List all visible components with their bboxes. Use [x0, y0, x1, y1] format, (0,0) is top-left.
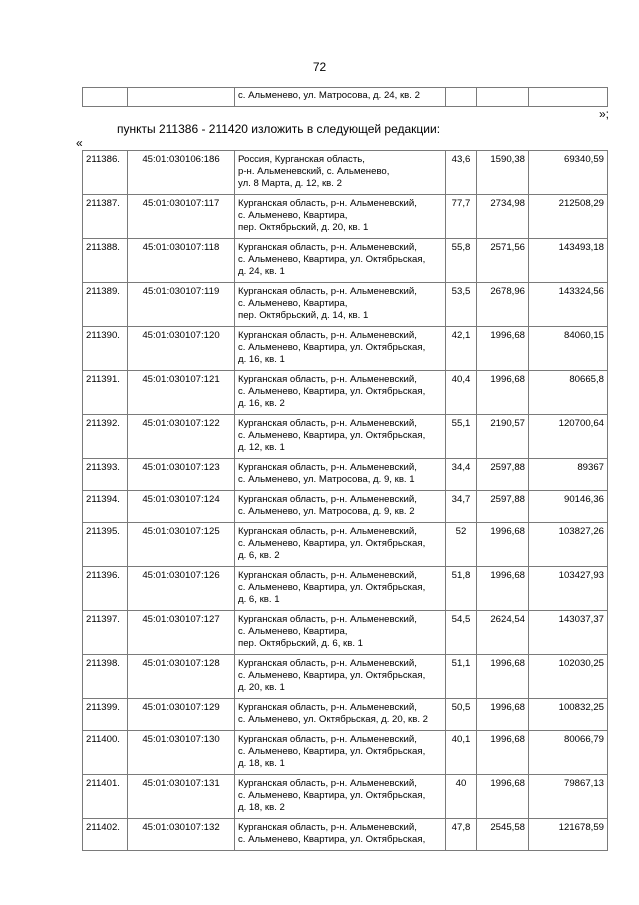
value-cell: 69340,59: [529, 151, 608, 195]
item-number-cell: 211389.: [83, 283, 128, 327]
rate-cell: 2571,56: [477, 239, 529, 283]
cadastral-number-cell: 45:01:030107:128: [128, 655, 235, 699]
item-number-cell: 211398.: [83, 655, 128, 699]
address-cell: Курганская область, р-н. Альменевский, с. Альменево, Квартира, пер. Октябрьский, д. 14, кв. 1: [235, 283, 446, 327]
cadastral-number-cell: 45:01:030107:117: [128, 195, 235, 239]
cadastral-number-cell: 45:01:030107:119: [128, 283, 235, 327]
item-number-cell: 211394.: [83, 491, 128, 523]
address-cell: Курганская область, р-н. Альменевский, с. Альменево, Квартира, ул. Октябрьская, д. 6, кв. 1: [235, 567, 446, 611]
address-cell: Курганская область, р-н. Альменевский, с. Альменево, Квартира, ул. Октябрьская, д. 16, кв. 2: [235, 371, 446, 415]
value-cell: 143493,18: [529, 239, 608, 283]
instruction-text: пункты 211386 - 211420 изложить в следующей редакции:: [117, 122, 441, 136]
value-cell: 120700,64: [529, 415, 608, 459]
value-cell: 80665,8: [529, 371, 608, 415]
address-cell: Курганская область, р-н. Альменевский, с. Альменево, Квартира, ул. Октябрьская, д. 16, кв. 1: [235, 327, 446, 371]
value-cell: 79867,13: [529, 775, 608, 819]
table-row: [83, 327, 608, 371]
value-cell: 80066,79: [529, 731, 608, 775]
area-cell: 54,5: [446, 611, 477, 655]
area-cell: 47,8: [446, 819, 477, 851]
area-cell: 40,4: [446, 371, 477, 415]
table-row: [83, 459, 608, 491]
opening-quote: «: [76, 136, 83, 150]
item-number-cell: 211399.: [83, 699, 128, 731]
cadastral-number-cell: 45:01:030107:118: [128, 239, 235, 283]
table-row: [83, 151, 608, 195]
rate-cell: 1996,68: [477, 327, 529, 371]
item-number-cell: 211392.: [83, 415, 128, 459]
area-cell: 55,1: [446, 415, 477, 459]
table-row: [83, 819, 608, 851]
item-number-cell: 211386.: [83, 151, 128, 195]
item-number-cell: 211388.: [83, 239, 128, 283]
item-number-cell: 211390.: [83, 327, 128, 371]
table-row: [83, 567, 608, 611]
item-number-cell: 211387.: [83, 195, 128, 239]
previous-table-fragment: [82, 87, 608, 107]
address-cell: Курганская область, р-н. Альменевский, с. Альменево, ул. Октябрьская, д. 20, кв. 2: [235, 699, 446, 731]
address-cell: Курганская область, р-н. Альменевский, с. Альменево, Квартира, ул. Октябрьская, д. 18, кв. 2: [235, 775, 446, 819]
value-cell: 103427,93: [529, 567, 608, 611]
area-cell: 40,1: [446, 731, 477, 775]
table-row: [83, 611, 608, 655]
table-row: [83, 731, 608, 775]
area-cell: 42,1: [446, 327, 477, 371]
table-row: [83, 699, 608, 731]
value-cell: 100832,25: [529, 699, 608, 731]
value-cell: 84060,15: [529, 327, 608, 371]
area-cell: 77,7: [446, 195, 477, 239]
rate-cell: 2597,88: [477, 459, 529, 491]
address-cell: Курганская область, р-н. Альменевский, с. Альменево, Квартира, ул. Октябрьская, д. 24, кв. 1: [235, 239, 446, 283]
table-row: [83, 239, 608, 283]
table-row: [83, 88, 608, 107]
address-cell: Россия, Курганская область, р-н. Альменевский, с. Альменево, ул. 8 Марта, д. 12, кв. 2: [235, 151, 446, 195]
cadastral-number-cell: 45:01:030107:125: [128, 523, 235, 567]
area-cell: 53,5: [446, 283, 477, 327]
table-cell: [83, 88, 128, 107]
cadastral-number-cell: 45:01:030107:123: [128, 459, 235, 491]
cadastral-number-cell: 45:01:030107:131: [128, 775, 235, 819]
table-row: [83, 283, 608, 327]
item-number-cell: 211400.: [83, 731, 128, 775]
item-number-cell: 211401.: [83, 775, 128, 819]
value-cell: 143324,56: [529, 283, 608, 327]
area-cell: 51,8: [446, 567, 477, 611]
rate-cell: 2624,54: [477, 611, 529, 655]
rate-cell: 2678,96: [477, 283, 529, 327]
table-row: [83, 655, 608, 699]
table-row: [83, 415, 608, 459]
rate-cell: 2734,98: [477, 195, 529, 239]
item-number-cell: 211396.: [83, 567, 128, 611]
cadastral-number-cell: 45:01:030107:120: [128, 327, 235, 371]
address-cell: Курганская область, р-н. Альменевский, с. Альменево, Квартира, ул. Октябрьская, д. 18, кв. 1: [235, 731, 446, 775]
address-cell: Курганская область, р-н. Альменевский, с. Альменево, Квартира, ул. Октябрьская,: [235, 819, 446, 851]
item-number-cell: 211391.: [83, 371, 128, 415]
table-row: [83, 523, 608, 567]
rate-cell: 1996,68: [477, 699, 529, 731]
address-cell: с. Альменево, ул. Матросова, д. 24, кв. 2: [235, 88, 446, 107]
property-table: [82, 150, 608, 851]
table-row: [83, 775, 608, 819]
area-cell: 50,5: [446, 699, 477, 731]
area-cell: 43,6: [446, 151, 477, 195]
cadastral-number-cell: 45:01:030107:126: [128, 567, 235, 611]
address-cell: Курганская область, р-н. Альменевский, с. Альменево, Квартира, ул. Октябрьская, д. 6, кв. 2: [235, 523, 446, 567]
table-cell: [446, 88, 477, 107]
table-row: [83, 195, 608, 239]
value-cell: 212508,29: [529, 195, 608, 239]
value-cell: 143037,37: [529, 611, 608, 655]
rate-cell: 1996,68: [477, 371, 529, 415]
cadastral-number-cell: 45:01:030107:132: [128, 819, 235, 851]
cadastral-number-cell: 45:01:030107:127: [128, 611, 235, 655]
cadastral-number-cell: 45:01:030106:186: [128, 151, 235, 195]
value-cell: 102030,25: [529, 655, 608, 699]
cadastral-number-cell: 45:01:030107:122: [128, 415, 235, 459]
cadastral-number-cell: 45:01:030107:129: [128, 699, 235, 731]
table-cell: [529, 88, 608, 107]
cadastral-number-cell: 45:01:030107:130: [128, 731, 235, 775]
value-cell: 121678,59: [529, 819, 608, 851]
page-number: 72: [312, 60, 327, 74]
address-cell: Курганская область, р-н. Альменевский, с. Альменево, ул. Матросова, д. 9, кв. 1: [235, 459, 446, 491]
rate-cell: 2597,88: [477, 491, 529, 523]
area-cell: 52: [446, 523, 477, 567]
closing-quote: »;: [598, 107, 609, 121]
value-cell: 103827,26: [529, 523, 608, 567]
cadastral-number-cell: 45:01:030107:121: [128, 371, 235, 415]
area-cell: 40: [446, 775, 477, 819]
address-cell: Курганская область, р-н. Альменевский, с. Альменево, ул. Матросова, д. 9, кв. 2: [235, 491, 446, 523]
value-cell: 90146,36: [529, 491, 608, 523]
area-cell: 34,4: [446, 459, 477, 491]
table-cell: [128, 88, 235, 107]
table-cell: [477, 88, 529, 107]
item-number-cell: 211393.: [83, 459, 128, 491]
address-cell: Курганская область, р-н. Альменевский, с. Альменево, Квартира, пер. Октябрьский, д. 20, кв. 1: [235, 195, 446, 239]
area-cell: 51,1: [446, 655, 477, 699]
table-row: [83, 371, 608, 415]
value-cell: 89367: [529, 459, 608, 491]
area-cell: 34,7: [446, 491, 477, 523]
cadastral-number-cell: 45:01:030107:124: [128, 491, 235, 523]
address-cell: Курганская область, р-н. Альменевский, с. Альменево, Квартира, пер. Октябрьский, д. 6, кв. 1: [235, 611, 446, 655]
rate-cell: 1590,38: [477, 151, 529, 195]
rate-cell: 1996,68: [477, 731, 529, 775]
rate-cell: 1996,68: [477, 523, 529, 567]
item-number-cell: 211402.: [83, 819, 128, 851]
item-number-cell: 211397.: [83, 611, 128, 655]
area-cell: 55,8: [446, 239, 477, 283]
item-number-cell: 211395.: [83, 523, 128, 567]
rate-cell: 1996,68: [477, 775, 529, 819]
rate-cell: 2545,58: [477, 819, 529, 851]
rate-cell: 2190,57: [477, 415, 529, 459]
rate-cell: 1996,68: [477, 655, 529, 699]
address-cell: Курганская область, р-н. Альменевский, с. Альменево, Квартира, ул. Октябрьская, д. 12, кв. 1: [235, 415, 446, 459]
address-cell: Курганская область, р-н. Альменевский, с. Альменево, Квартира, ул. Октябрьская, д. 20, кв. 1: [235, 655, 446, 699]
table-row: [83, 491, 608, 523]
rate-cell: 1996,68: [477, 567, 529, 611]
